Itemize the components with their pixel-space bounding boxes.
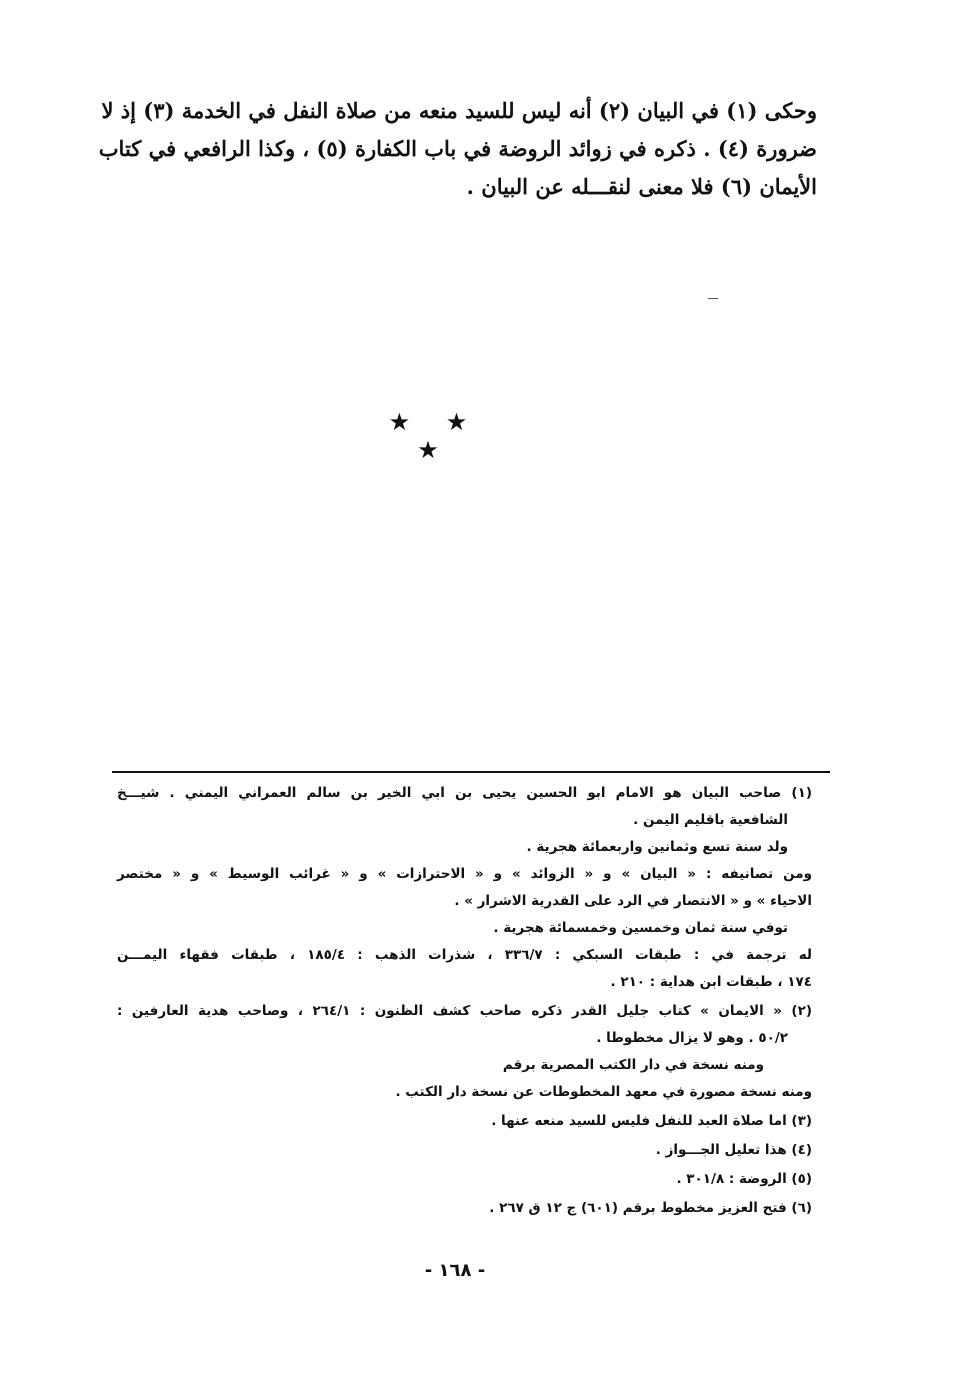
footnote-1-line-2: الشافعية باقليم اليمن . [633,812,788,828]
footnote-5: (٥) الروضة : ٣٠١/٨ . [676,1171,812,1187]
main-line-1: وحكى (١) في البيان (٢) أنه ليس للسيد منعه من صلاة النفل في الخدمة (٣) إذ لا [101,98,817,123]
footnote-6: (٦) فتح العزيز مخطوط برقم (٦٠١) ج ١٢ ق ٢٦٧ . [489,1200,812,1216]
section-separator-stars: ★ ★ ★ [388,408,482,464]
footnote-3: (٣) اما صلاة العبد للنفل فليس للسيد منعه عنها . [491,1113,812,1129]
footnote-1-line-5: الاحياء » و « الانتصار في الرد على القدرية الاشرار » . [454,893,812,909]
footnote-divider [112,771,830,773]
main-line-2: ضرورة (٤) . ذكره في زوائد الروضة في باب الكفارة (٥) ، وكذا الرافعي في كتاب [98,136,817,161]
footnote-2-line-4: ومنه نسخة مصورة في معهد المخطوطات عن نسخة دار الكتب . [395,1084,812,1100]
footnote-1-line-7: له ترجمة في : طبقات السبكي : ٣٣٦/٧ ، شذرات الذهب : ١٨٥/٤ ، طبقات فقهاء اليمـــن [117,947,813,963]
footnote-1-line-1: (١) صاحب البيان هو الامام ابو الحسين يحيى بن ابي الخير بن سالم العمراني اليمني . شيـــخ [117,785,812,801]
page-number: - ١٦٨ - [424,1260,486,1281]
main-paragraph [98,92,817,206]
footnote-1-line-8: ١٧٤ ، طبقات ابن هداية : ٢١٠ . [610,974,812,990]
footnote-4: (٤) هذا تعليل الجـــواز . [655,1142,812,1158]
footnote-1-line-4: ومن تصانيفه : « البيان » و « الزوائد » و « الاحترازات » و « غرائب الوسيط » و « مختصر [117,866,812,882]
footnote-2-line-3: ومنه نسخة في دار الكتب المصرية برقم [502,1057,764,1073]
footnote-1-line-3: ولد سنة تسع وثمانين واربعمائة هجرية . [526,839,788,855]
stray-mark [708,298,718,299]
footnote-2-line-1: (٢) « الايمان » كتاب جليل القدر ذكره صاحب كشف الظنون : ٢٦٤/١ ، وصاحب هدية العارفين : [117,1003,813,1019]
footnotes-block [117,780,812,1222]
footnote-1-line-6: توفي سنة ثمان وخمسين وخمسمائة هجرية . [493,920,788,936]
footnote-2-line-2: ٥٠/٢ . وهو لا يزال مخطوطا . [596,1030,788,1046]
main-line-3: الأيمان (٦) فلا معنى لنقـــله عن البيان . [466,174,817,199]
